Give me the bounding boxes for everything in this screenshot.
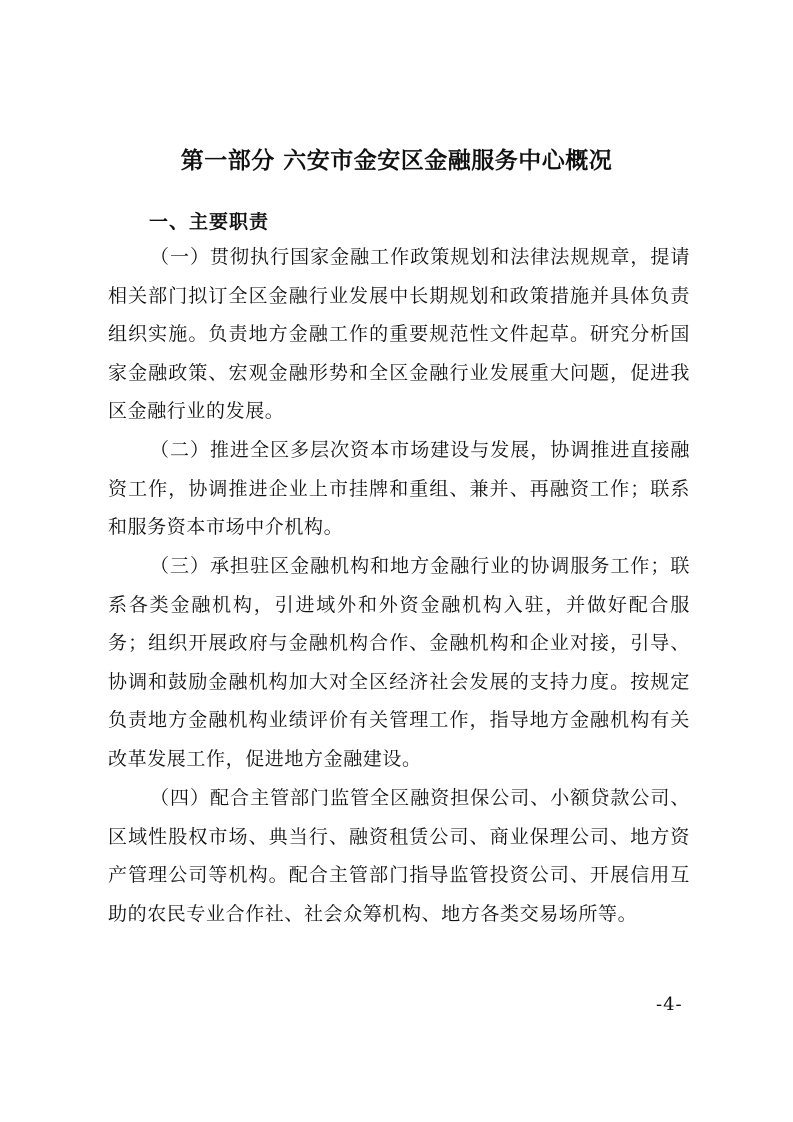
document-title: 第一部分 六安市金安区金融服务中心概况 [180, 147, 613, 174]
paragraph-1: （一）贯彻执行国家金融工作政策规划和法律法规规章，提请相关部门拟订全区金融行业发展中长期规划和政策措施并具体负责组织实施。负责地方金融工作的重要规范性文件起草。研究分析国家金融政策、宏观金融形势和全区金融行业发展重大问题，促进我区金融行业的发展。 [108, 246, 690, 423]
paragraph-2: （二）推进全区多层次资本市场建设与发展，协调推进直接融资工作，协调推进企业上市挂牌和重组、兼并、再融资工作；联系和服务资本市场中介机构。 [108, 439, 690, 539]
paragraph-3: （三）承担驻区金融机构和地方金融行业的协调服务工作；联系各类金融机构，引进域外和外资金融机构入驻，并做好配合服务；组织开展政府与金融机构合作、金融机构和企业对接，引导、协调和鼓励金融机构加大对全区经济社会发展的支持力度。按规定负责地方金融机构业绩评价有关管理工作，指导地方金融机构有关改革发展工作，促进地方金融建设。 [108, 555, 690, 770]
paragraph-4: （四）配合主管部门监管全区融资担保公司、小额贷款公司、区域性股权市场、典当行、融资租赁公司、商业保理公司、地方资产管理公司等机构。配合主管部门指导监管投资公司、开展信用互助的农民专业合作社、社会众筹机构、地方各类交易场所等。 [108, 787, 690, 925]
page-number: -4- [656, 994, 683, 1015]
section-heading: 一、主要职责 [149, 211, 270, 233]
